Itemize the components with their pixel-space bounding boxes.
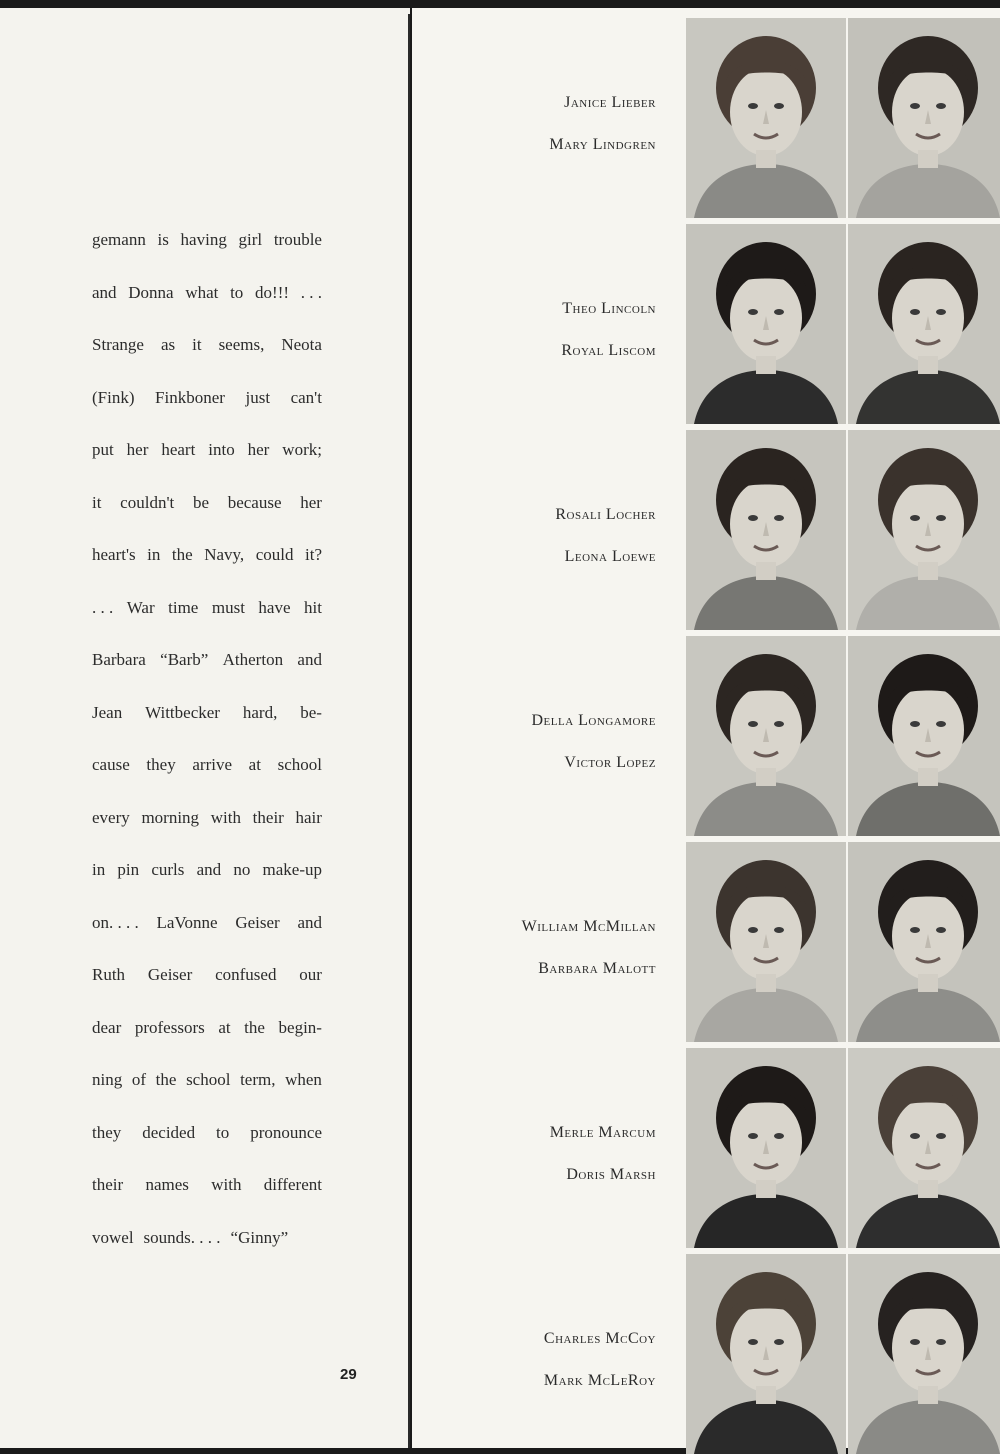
text-word: Barbara [92, 650, 146, 669]
text-line [92, 913, 322, 943]
text-line [92, 1175, 322, 1205]
text-word: Wittbecker [145, 702, 220, 722]
student-portrait [848, 430, 1000, 630]
text-word: heart's [92, 545, 136, 564]
student-name: Janice Lieber [564, 94, 656, 111]
student-portrait [686, 1254, 846, 1454]
text-word: be- [300, 702, 322, 722]
text-line [92, 283, 322, 313]
text-line [92, 598, 322, 628]
text-word: Donna [128, 282, 174, 302]
text-word: the [171, 545, 193, 564]
text-word: (Fink) [92, 387, 135, 407]
text-word: when [285, 1070, 322, 1089]
text-word: names [145, 1175, 189, 1194]
student-portrait [686, 224, 846, 424]
text-word: . . . [300, 282, 322, 302]
text-word: sounds. . . . [143, 1227, 221, 1247]
student-name: Della Longamore [531, 712, 656, 729]
text-word: pin [117, 860, 140, 879]
text-word: put [92, 440, 114, 459]
text-word: trouble [273, 230, 322, 249]
student-name: Rosali Locher [555, 506, 656, 523]
text-word: term, [240, 1070, 276, 1089]
text-word: what [185, 282, 219, 302]
text-word: their [92, 1175, 124, 1194]
text-word: must [211, 597, 245, 617]
text-word: in [92, 860, 106, 879]
text-line [92, 1070, 322, 1100]
text-word: and [297, 912, 322, 932]
text-word: in [147, 545, 161, 564]
text-word: decided [142, 1122, 196, 1142]
text-word: heart [161, 440, 196, 459]
student-name: Theo Lincoln [562, 300, 656, 317]
student-portrait [686, 636, 846, 836]
text-word: at [248, 755, 261, 774]
text-word: can't [290, 387, 322, 407]
student-portrait [848, 636, 1000, 836]
text-word: with [211, 1175, 242, 1194]
text-line [92, 545, 322, 575]
text-word: Finkboner [155, 387, 225, 407]
text-word: hit [304, 597, 322, 617]
text-line [92, 860, 322, 890]
text-word: Navy, [204, 545, 245, 564]
text-line [92, 965, 322, 995]
student-name: Barbara Malott [538, 960, 656, 977]
text-word: it [192, 335, 202, 354]
text-word: on. . . . [92, 912, 139, 932]
text-word: Strange [92, 335, 144, 354]
text-word: and [92, 282, 117, 302]
text-word: “Ginny” [230, 1227, 289, 1247]
text-word: begin- [278, 1017, 322, 1037]
text-word: arrive [192, 755, 232, 774]
text-line [92, 440, 322, 470]
text-line [92, 755, 322, 785]
text-word: into [208, 440, 235, 459]
text-word: curls [151, 860, 185, 879]
text-line [92, 1123, 322, 1153]
text-word: as [160, 335, 176, 354]
text-word: different [263, 1175, 322, 1194]
text-word: pronounce [250, 1122, 322, 1142]
text-word: with [210, 807, 241, 827]
student-name: Royal Liscom [561, 342, 656, 359]
text-word: the [155, 1070, 177, 1089]
student-name: Charles McCoy [543, 1330, 656, 1347]
text-word: our [299, 965, 322, 984]
text-word: of [131, 1070, 147, 1089]
text-line [92, 808, 322, 838]
text-word: seems, [218, 335, 265, 354]
student-name: Leona Loewe [564, 548, 656, 565]
text-word: cause [92, 755, 130, 774]
text-line [92, 335, 322, 365]
text-word: hard, [242, 702, 278, 722]
text-word: to [230, 282, 244, 302]
text-word: Atherton [222, 650, 284, 669]
text-word: no [233, 860, 251, 879]
text-line [92, 493, 322, 523]
text-word: and [297, 650, 322, 669]
student-name: Mary Lindgren [549, 136, 656, 153]
text-word: ning [92, 1070, 123, 1089]
text-word: it [92, 492, 102, 512]
text-word: confused [215, 965, 277, 984]
student-portrait [686, 18, 846, 218]
text-word: make-up [262, 860, 322, 879]
text-word: Geiser [147, 965, 193, 984]
text-word: they [92, 1122, 122, 1142]
student-name: Doris Marsh [566, 1166, 656, 1183]
student-name: Merle Marcum [549, 1124, 656, 1141]
text-line [92, 1228, 322, 1258]
text-line [92, 388, 322, 418]
text-word: at [218, 1017, 231, 1037]
text-word: gemann [92, 230, 146, 249]
student-name: Mark McLeRoy [543, 1372, 656, 1389]
text-word: Jean [92, 702, 123, 722]
text-word: do!!! [255, 282, 290, 302]
text-line [92, 650, 322, 680]
text-word: dear [92, 1017, 122, 1037]
text-word: girl [238, 230, 263, 249]
text-word: school [186, 1070, 231, 1089]
text-word: just [245, 387, 271, 407]
text-word: LaVonne [156, 912, 218, 932]
text-word: could [255, 545, 294, 564]
text-line [92, 1018, 322, 1048]
student-portrait [848, 1048, 1000, 1248]
text-word: and [196, 860, 222, 879]
text-word: work; [282, 440, 322, 459]
student-portrait [848, 842, 1000, 1042]
text-word: “Barb” [160, 650, 209, 669]
text-word: having [180, 230, 227, 249]
text-word: professors [134, 1017, 205, 1037]
student-portrait [686, 842, 846, 1042]
text-word: is [157, 230, 169, 249]
student-portrait [686, 430, 846, 630]
text-word: her [126, 440, 149, 459]
page-gutter [408, 14, 410, 1448]
text-line [92, 230, 322, 260]
text-word: her [300, 492, 322, 512]
text-word: time [168, 597, 199, 617]
text-word: it? [305, 545, 322, 564]
text-line [92, 703, 322, 733]
text-word: school [277, 755, 322, 774]
text-word: morning [141, 807, 200, 827]
text-word: their [252, 807, 284, 827]
text-word: War [126, 597, 155, 617]
text-word: . . . [92, 597, 114, 617]
student-portrait [848, 18, 1000, 218]
text-word: be [192, 492, 209, 512]
text-word: because [227, 492, 282, 512]
student-portrait [848, 224, 1000, 424]
text-word: her [247, 440, 270, 459]
text-word: every [92, 807, 130, 827]
text-word: Neota [281, 335, 322, 354]
text-word: Ruth [92, 965, 126, 984]
text-word: they [146, 755, 176, 774]
page-number: 29 [340, 1366, 357, 1383]
text-word: vowel [92, 1227, 134, 1247]
student-portrait [686, 1048, 846, 1248]
text-word: Geiser [235, 912, 280, 932]
student-name: William McMillan [521, 918, 656, 935]
text-word: have [258, 597, 291, 617]
student-name: Victor Lopez [564, 754, 656, 771]
student-portrait [848, 1254, 1000, 1454]
text-word: the [244, 1017, 265, 1037]
text-word: to [216, 1122, 230, 1142]
text-word: couldn't [120, 492, 175, 512]
text-word: hair [295, 807, 322, 827]
